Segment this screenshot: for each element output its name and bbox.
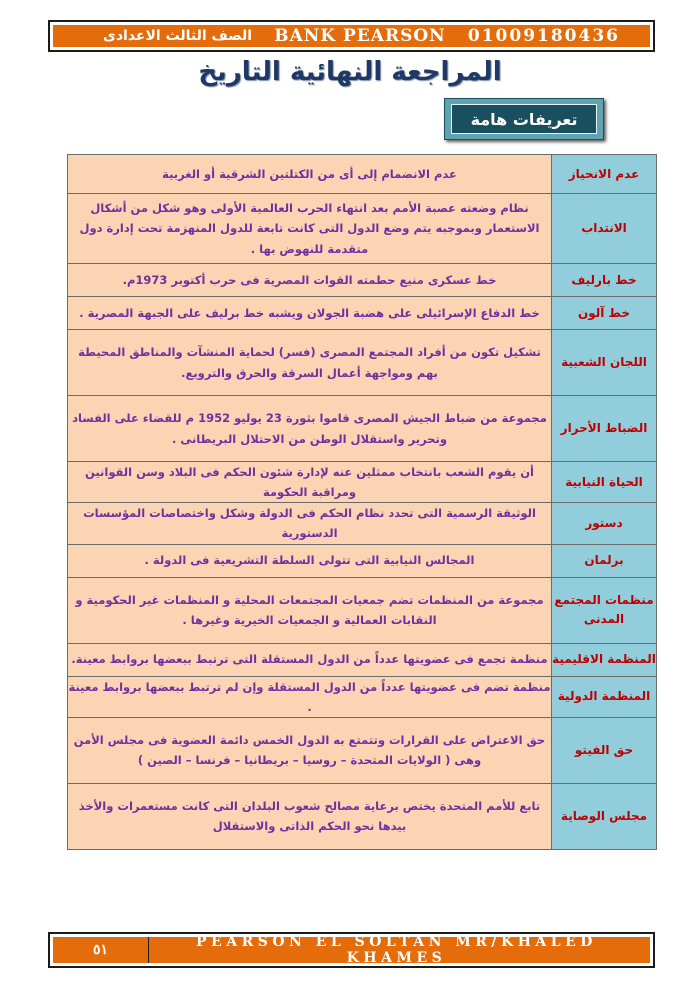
section-label: تعريفات هامة xyxy=(451,104,597,134)
table-row xyxy=(68,783,657,849)
definition-term: خط آلون xyxy=(552,297,657,330)
header-phone: 01009180436 xyxy=(467,26,620,46)
header-grade: الصف الثالث الاعدادى xyxy=(103,28,253,44)
definition-term: المنظمة الاقليمية xyxy=(552,643,657,676)
definition-text: الوثيقة الرسمية التى تحدد نظام الحكم فى الدولة وشكل واختصاصات المؤسسات الدستورية xyxy=(68,503,552,544)
definition-text: مجموعة من المنظمات تضم جمعيات المجتمعات المحلية و المنظمات غير الحكومية و النقابات العمالية و الجمعيات الخيرية وغيرها . xyxy=(68,577,552,643)
page-header xyxy=(48,20,655,52)
definition-text: خط الدفاع الإسرائيلى على هضبة الجولان ويشبه خط برليف على الجبهة المصرية . xyxy=(68,297,552,330)
definition-text: المجالس النيابية التى تتولى السلطة التشريعية فى الدولة . xyxy=(68,544,552,577)
table-row xyxy=(68,717,657,783)
definition-text: حق الاعتراض على القرارات وتتمتع به الدول الخمس دائمة العضوية فى مجلس الأمن وهى ( الولايات المتحدة – روسيا – بريطانيا – فرنسا – الصين ) xyxy=(68,717,552,783)
definition-term: برلمان xyxy=(552,544,657,577)
definition-term: حق الفيتو xyxy=(552,717,657,783)
table-row xyxy=(68,264,657,297)
definition-text: عدم الانضمام إلى أى من الكتلتين الشرقية أو الغربية xyxy=(68,155,552,194)
definition-text: نظام وضعته عصبة الأمم بعد انتهاء الحرب العالمية الأولى وهو شكل من أشكال الاستعمار وبموجبه يتم وضع الدول التى كانت تابعة للدول المنهزمة تحت إدارة دول متقدمة للنهوض بها . xyxy=(68,194,552,264)
definition-term: خط بارليف xyxy=(552,264,657,297)
definition-term: اللجان الشعبية xyxy=(552,330,657,396)
definition-term: الانتداب xyxy=(552,194,657,264)
table-row xyxy=(68,503,657,544)
footer-band xyxy=(53,934,650,966)
definitions-table xyxy=(67,154,657,850)
definition-text: منظمة تضم فى عضويتها عدداً من الدول المستقلة وإن لم ترتبط ببعضها بروابط معينة . xyxy=(68,676,552,717)
definition-text: منظمة تجمع فى عضويتها عدداً من الدول المستقلة التى ترتبط ببعضها بروابط معينة. xyxy=(68,643,552,676)
section-label-box xyxy=(444,98,604,140)
page-footer xyxy=(48,932,655,968)
footer-brand: PEARSON EL SOLTAN MR/KHALED KHAMES xyxy=(196,934,597,966)
header-band xyxy=(53,25,650,47)
table-row xyxy=(68,577,657,643)
table-row xyxy=(68,330,657,396)
header-bank: BANK PEARSON xyxy=(274,26,446,46)
table-row xyxy=(68,676,657,717)
definition-term: الحياة النيابية xyxy=(552,462,657,503)
table-row xyxy=(68,643,657,676)
definition-term: دستور xyxy=(552,503,657,544)
definition-text: مجموعة من ضباط الجيش المصرى قاموا بثورة 23 يوليو 1952 م للقضاء على الفساد وتحرير واستقلال الوطن من الاحتلال البريطانى . xyxy=(68,396,552,462)
table-row xyxy=(68,297,657,330)
definition-text: أن يقوم الشعب بانتخاب ممثلين عنه لإدارة شئون الحكم فى البلاد وسن القوانين ومراقبة الحكومة xyxy=(68,462,552,503)
table-row xyxy=(68,396,657,462)
table-row xyxy=(68,194,657,264)
definition-text: تابع للأمم المتحدة يختص برعاية مصالح شعوب البلدان التى كانت مستعمرات والأخذ بيدها نحو الحكم الذاتى والاستقلال xyxy=(68,783,552,849)
table-row xyxy=(68,544,657,577)
page-number: ٥١ xyxy=(92,942,109,958)
table-row xyxy=(68,462,657,503)
definition-term: عدم الانحياز xyxy=(552,155,657,194)
definition-term: منظمات المجتمع المدنى xyxy=(552,577,657,643)
table-row xyxy=(68,155,657,194)
definition-text: تشكيل تكون من أفراد المجتمع المصرى (فسر) لحماية المنشآت والمناطق المحيطة بهم ومواجهة أعمال السرقة والحرق والترويع. xyxy=(68,330,552,396)
definition-term: الضباط الأحرار xyxy=(552,396,657,462)
definition-term: مجلس الوصاية xyxy=(552,783,657,849)
page-title: المراجعة النهائية التاريخ xyxy=(198,57,502,87)
definition-text: خط عسكرى منيع حطمته القوات المصرية فى حرب أكتوبر 1973م. xyxy=(68,264,552,297)
definition-term: المنظمة الدولية xyxy=(552,676,657,717)
